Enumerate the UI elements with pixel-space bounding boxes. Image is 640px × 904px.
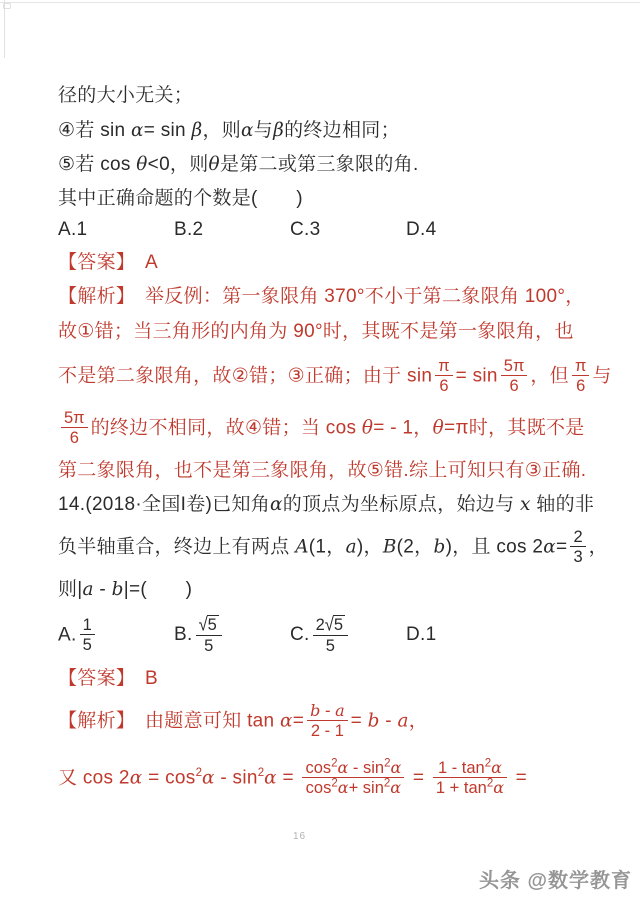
math-variable: α bbox=[390, 757, 402, 777]
analysis-13-1-text: 【解析】 举反例：第一象限角 370°不小于第二象限角 100°， bbox=[58, 285, 585, 307]
fraction-denominator: 6 bbox=[501, 375, 528, 395]
problem-14-3-text: 则|a - b|=( ) bbox=[58, 578, 193, 600]
math-variable: β bbox=[191, 119, 203, 141]
math-variable: b bbox=[111, 578, 124, 600]
math-variable: x bbox=[519, 493, 531, 515]
line-prop-4-text: ④若 sin α= sin β，则α与β的终边相同； bbox=[58, 119, 400, 141]
fraction-denominator: 5 bbox=[196, 635, 222, 655]
math-variable: α bbox=[337, 757, 349, 777]
math-variable: θ bbox=[361, 417, 374, 439]
fraction bbox=[313, 615, 348, 655]
fraction bbox=[61, 409, 88, 448]
superscript: 2 bbox=[383, 777, 391, 790]
fraction bbox=[435, 357, 452, 396]
math-variable: α bbox=[130, 119, 144, 141]
problem-14-1 bbox=[58, 488, 618, 522]
math-variable: α bbox=[264, 767, 277, 789]
math-variable: α bbox=[201, 767, 215, 789]
radical-sign: √ bbox=[198, 614, 208, 636]
option-D: D.4 bbox=[406, 219, 437, 241]
fraction bbox=[302, 759, 404, 798]
answer-14-text: 【答案】 B bbox=[58, 667, 158, 689]
fraction bbox=[572, 357, 589, 396]
radicand: 5 bbox=[333, 616, 344, 635]
answer-13-text: 【答案】 A bbox=[58, 251, 158, 273]
option-A: A. $\frac{1}{5}$ bbox=[58, 616, 174, 655]
problem-14-2 bbox=[58, 522, 618, 572]
answer-14 bbox=[58, 662, 618, 696]
answer-13 bbox=[58, 246, 618, 280]
fraction-numerator: π bbox=[438, 356, 450, 375]
problem-14-2-text: 负半轴重合，终边上有两点 A(1，a)，B(2，b)，且 cos 2α= $\frac{2}{3}$ ， bbox=[58, 527, 608, 566]
option-C: C.3 bbox=[290, 219, 321, 241]
math-variable: β bbox=[273, 119, 285, 141]
fraction-numerator: $\cos^2\alpha - \sin^2\alpha$ bbox=[305, 757, 402, 777]
line-prop-5-text: ⑤若 cos θ<0，则θ是第二或第三象限的角. bbox=[58, 153, 419, 175]
superscript: 2 bbox=[484, 757, 492, 770]
line-stem-tail-text: 径的大小无关； bbox=[58, 84, 194, 106]
fraction-numerator: b - a bbox=[310, 700, 345, 720]
superscript: 2 bbox=[486, 777, 494, 790]
fraction-denominator: 6 bbox=[572, 375, 589, 395]
math-variable: θ bbox=[432, 417, 444, 439]
watermark-toutiao: 头条 @数学教育 bbox=[478, 870, 632, 892]
math-variable: b bbox=[433, 536, 446, 558]
line-question-text: 其中正确命题的个数是( ) bbox=[58, 187, 303, 209]
fraction-numerator: 5π bbox=[64, 408, 85, 427]
analysis-13-5-text: 第二象限角，也不是第三象限角，故⑤错.综上可知只有③正确. bbox=[58, 459, 587, 481]
options-13 bbox=[58, 216, 618, 246]
math-variable: α bbox=[129, 767, 143, 789]
fraction-denominator: $1 + \tan^2\alpha$ bbox=[433, 777, 507, 797]
option-B: B.2 bbox=[174, 219, 204, 241]
fraction bbox=[501, 357, 528, 396]
math-variable: θ bbox=[208, 153, 220, 175]
math-variable: α bbox=[270, 493, 283, 515]
line-prop-4 bbox=[58, 114, 618, 148]
math-variable: α bbox=[493, 778, 505, 797]
page-number: 16 bbox=[293, 831, 307, 842]
option-A: A.1 bbox=[58, 219, 88, 241]
math-variable: A bbox=[295, 536, 309, 558]
math-variable: a bbox=[335, 700, 345, 720]
problem-14-1-text: 14.(2018·全国I卷)已知角α的顶点为坐标原点，始边与 x 轴的非 bbox=[58, 493, 595, 515]
radicand: 5 bbox=[207, 616, 217, 635]
fraction-denominator: 5 bbox=[80, 634, 95, 654]
fraction-numerator: 5π bbox=[503, 356, 525, 375]
math-variable: b bbox=[310, 700, 321, 720]
analysis-13-3 bbox=[58, 350, 618, 402]
math-variable: θ bbox=[136, 153, 148, 175]
fraction bbox=[196, 615, 222, 655]
analysis-13-2-text: 故①错；当三角形的内角为 90°时，其既不是第一象限角，也 bbox=[58, 320, 574, 342]
options-13-text bbox=[58, 219, 522, 242]
analysis-13-1 bbox=[58, 280, 618, 314]
radical-sign: √ bbox=[324, 614, 334, 636]
math-variable: α bbox=[241, 119, 254, 141]
analysis-14-2-text: 又 $\cos 2\alpha = \cos^2\alpha - \sin^2\alpha$ = $\frac{\cos^2\alpha - \sin^2\alpha}{\cos^2\alpha+ \sin^2\alpha}$ = $\frac{1 - \tan^2\alpha}{1 + \tan^2\alpha}$ = bbox=[58, 757, 528, 797]
superscript: 2 bbox=[331, 777, 338, 790]
superscript: 2 bbox=[257, 766, 265, 779]
fraction-numerator: 1 bbox=[82, 615, 92, 634]
sqrt-radical bbox=[199, 616, 219, 634]
analysis-14-1-text: 【解析】 由题意可知 tan α= $\frac{b - a}{2 - 1}$ = b - a， bbox=[58, 700, 429, 740]
fraction-denominator: 3 bbox=[570, 546, 585, 566]
line-stem-tail bbox=[58, 78, 618, 114]
math-variable: a bbox=[345, 536, 357, 558]
line-prop-5 bbox=[58, 148, 618, 182]
option-D: D.1 bbox=[406, 623, 437, 645]
fraction-denominator: 2 - 1 bbox=[307, 720, 347, 740]
analysis-13-2 bbox=[58, 314, 618, 350]
analysis-13-4 bbox=[58, 402, 618, 454]
fraction-denominator: 6 bbox=[61, 427, 88, 447]
superscript: 2 bbox=[195, 766, 202, 779]
option-C: C. $\frac{2√5}{5}$ bbox=[290, 615, 406, 655]
options-14-text bbox=[58, 615, 522, 655]
superscript: 2 bbox=[384, 757, 391, 770]
math-variable: α bbox=[279, 710, 293, 732]
fraction-numerator: π bbox=[574, 356, 587, 375]
analysis-13-4-text: $\frac{5\pi}{6}$ 的终边不相同，故④错；当 cos θ= - 1，θ=π时，其既不是 bbox=[58, 409, 585, 448]
math-variable: a bbox=[82, 578, 94, 600]
analysis-13-5 bbox=[58, 454, 618, 488]
fraction-numerator bbox=[196, 615, 222, 634]
math-variable: α bbox=[543, 536, 557, 558]
fraction-numerator: $1 - \tan^2\alpha$ bbox=[437, 757, 502, 777]
option-B: B. $\frac{√5}{5}$ bbox=[174, 615, 290, 655]
analysis-14-1 bbox=[58, 696, 618, 746]
math-variable: α bbox=[491, 757, 502, 777]
math-variable: α bbox=[390, 778, 402, 797]
math-variable: α bbox=[337, 778, 349, 797]
analysis-14-2 bbox=[58, 746, 618, 810]
math-variable: B bbox=[382, 536, 397, 558]
superscript: 2 bbox=[331, 757, 338, 770]
fraction bbox=[307, 702, 347, 741]
fraction-denominator: 5 bbox=[313, 635, 348, 655]
fraction-numerator: 2√5 bbox=[315, 614, 344, 636]
sqrt-radical bbox=[325, 616, 345, 634]
fraction-denominator: 6 bbox=[435, 375, 452, 395]
options-14 bbox=[58, 608, 618, 662]
analysis-13-3-text: 不是第二象限角，故②错；③正确；由于 sin $\frac{\pi}{6}$ = sin $\frac{5\pi}{6}$ ，但 $\frac{\pi}{6}$ 与 bbox=[58, 356, 612, 395]
problem-14-3 bbox=[58, 572, 618, 608]
fraction-numerator: 2 bbox=[573, 527, 583, 546]
fraction bbox=[570, 528, 585, 567]
fraction-denominator: $\cos^2\alpha+ \sin^2\alpha$ bbox=[302, 777, 404, 797]
fraction bbox=[80, 616, 95, 655]
line-question bbox=[58, 182, 618, 216]
math-variable: b bbox=[367, 710, 380, 732]
math-variable: a bbox=[397, 710, 409, 732]
fraction bbox=[433, 759, 507, 798]
